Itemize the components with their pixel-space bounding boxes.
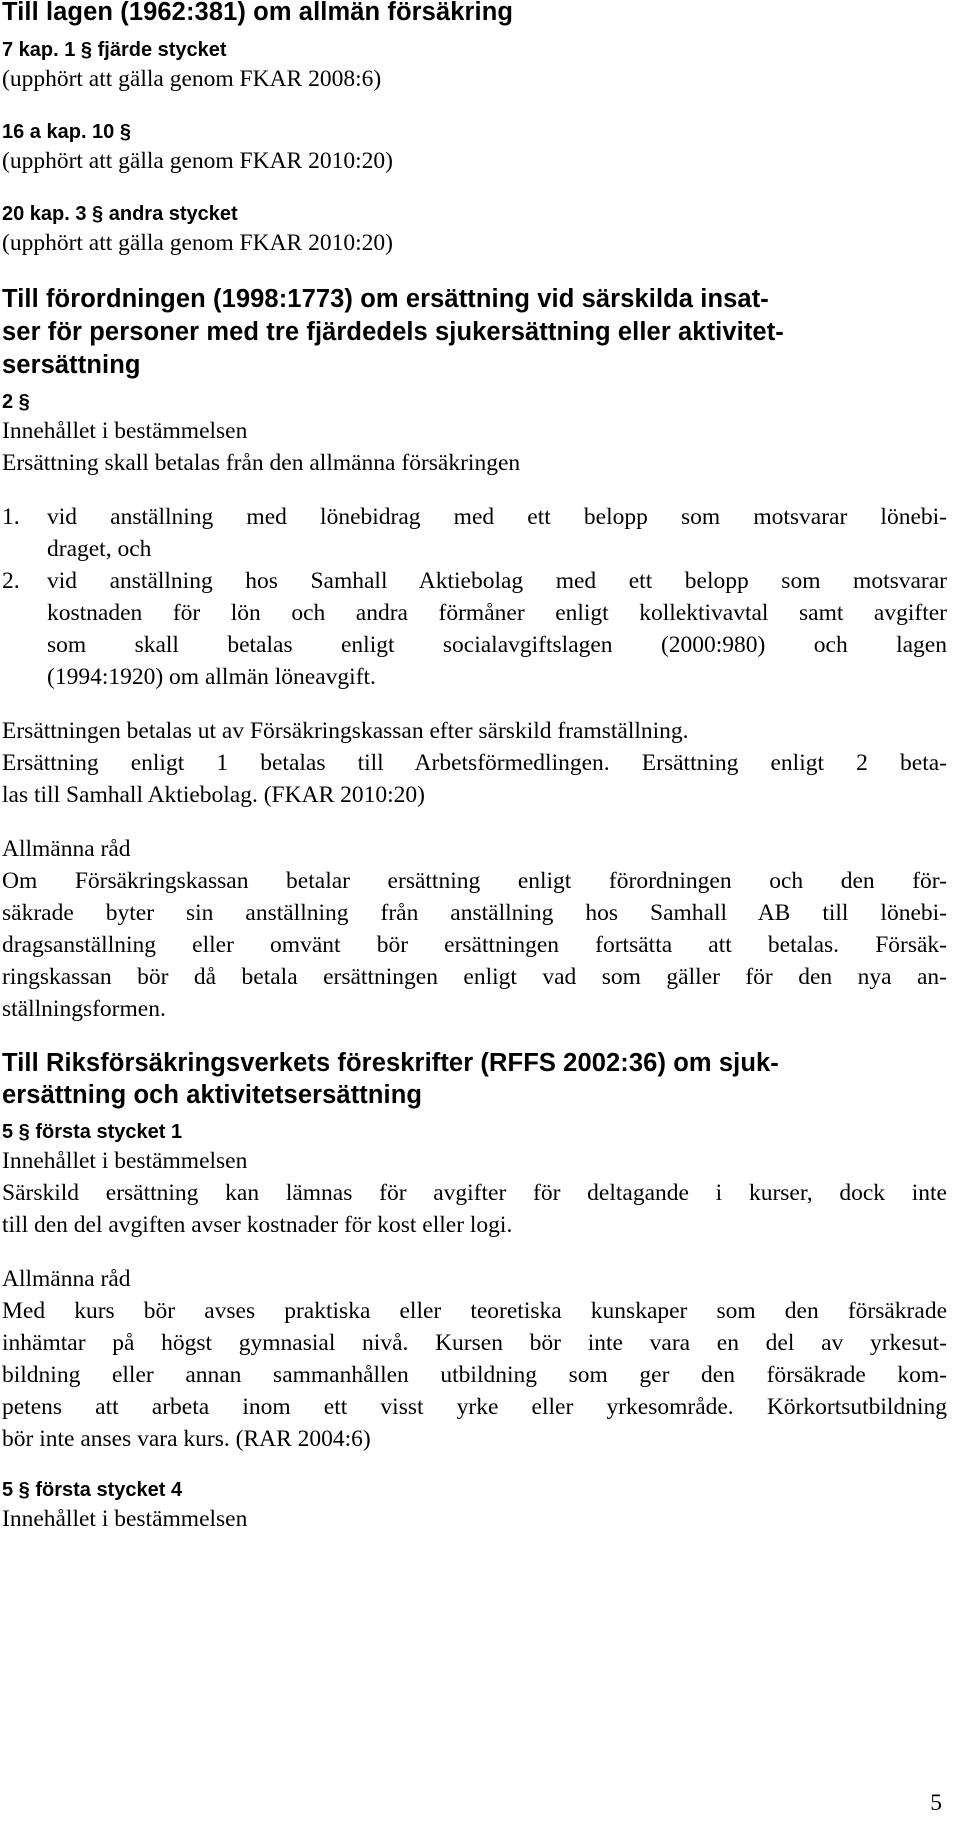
page-number: 5 (930, 1790, 942, 1816)
paragraph-line: las till Samhall Aktiebolag. (FKAR 2010:20) (2, 782, 425, 808)
paragraph-intro: Ersättning skall betalas från den allmänna försäkringen (2, 450, 521, 476)
list-line: kostnaden för lön och andra förmåner enligt kollektivavtal samt avgifter (47, 600, 947, 626)
paragraph-line: säkrade byter sin anställning från anställning hos Samhall AB till lönebi- (2, 900, 947, 926)
list-number: 2. (2, 568, 20, 594)
paragraph-line: Ersättning enligt 1 betalas till Arbetsförmedlingen. Ersättning enligt 2 beta- (2, 750, 947, 776)
section-note: (upphört att gälla genom FKAR 2010:20) (2, 230, 393, 256)
section-note: (upphört att gälla genom FKAR 2008:6) (2, 66, 382, 92)
section-label: Innehållet i bestämmelsen (2, 418, 248, 444)
list-line: som skall betalas enligt socialavgiftslagen (2000:980) och lagen (47, 632, 947, 658)
paragraph-line: bör inte anses vara kurs. (RAR 2004:6) (2, 1426, 371, 1452)
section-label: Innehållet i bestämmelsen (2, 1506, 248, 1532)
section-heading: 7 kap. 1 § fjärde stycket (2, 39, 227, 61)
heading-lagen: Till lagen (1962:381) om allmän försäkring (2, 0, 514, 26)
allmanna-rad-label: Allmänna råd (2, 836, 131, 862)
section-note: (upphört att gälla genom FKAR 2010:20) (2, 148, 393, 174)
section-heading: 5 § första stycket 4 (2, 1479, 183, 1501)
list-line: (1994:1920) om allmän löneavgift. (47, 664, 376, 690)
section-label: Innehållet i bestämmelsen (2, 1148, 248, 1174)
section-heading: 2 § (2, 391, 30, 413)
paragraph-line: Med kurs bör avses praktiska eller teoretiska kunskaper som den försäkrade (2, 1298, 947, 1324)
paragraph-line: dragsanställning eller omvänt bör ersättningen fortsätta att betalas. Försäk- (2, 932, 947, 958)
list-number: 1. (2, 504, 20, 530)
list-line: draget, och (47, 536, 152, 562)
paragraph-line: Särskild ersättning kan lämnas för avgifter för deltagande i kurser, dock inte (2, 1180, 947, 1206)
heading-rffs-line: ersättning och aktivitetsersättning (2, 1081, 423, 1109)
paragraph-line: Ersättningen betalas ut av Försäkringskassan efter särskild framställning. (2, 718, 689, 744)
paragraph-line: till den del avgiften avser kostnader för kost eller logi. (2, 1212, 513, 1238)
paragraph-line: petens att arbeta inom ett visst yrke eller yrkesområde. Körkortsutbildning (2, 1394, 947, 1420)
paragraph-line: bildning eller annan sammanhållen utbildning som ger den försäkrade kom- (2, 1362, 947, 1388)
section-heading: 5 § första stycket 1 (2, 1121, 183, 1143)
paragraph-line: inhämtar på högst gymnasial nivå. Kursen bör inte vara en del av yrkesut- (2, 1330, 947, 1356)
paragraph-line: Om Försäkringskassan betalar ersättning enligt förordningen och den för- (2, 868, 947, 894)
allmanna-rad-label: Allmänna råd (2, 1266, 131, 1292)
section-heading: 16 a kap. 10 § (2, 121, 131, 143)
paragraph-line: ställningsformen. (2, 996, 166, 1022)
heading-rffs-line: Till Riksförsäkringsverkets föreskrifter (RFFS 2002:36) om sjuk- (2, 1049, 779, 1077)
list-line: vid anställning hos Samhall Aktiebolag med ett belopp som motsvarar (47, 568, 947, 594)
section-heading: 20 kap. 3 § andra stycket (2, 203, 238, 225)
heading-forordning-line: ser för personer med tre fjärdedels sjukersättning eller aktivitet- (2, 318, 784, 346)
paragraph-line: ringskassan bör då betala ersättningen enligt vad som gäller för den nya an- (2, 964, 947, 990)
heading-forordning-line: sersättning (2, 351, 141, 379)
list-line: vid anställning med lönebidrag med ett belopp som motsvarar lönebi- (47, 504, 947, 530)
heading-forordning-line: Till förordningen (1998:1773) om ersättning vid särskilda insat- (2, 285, 769, 313)
